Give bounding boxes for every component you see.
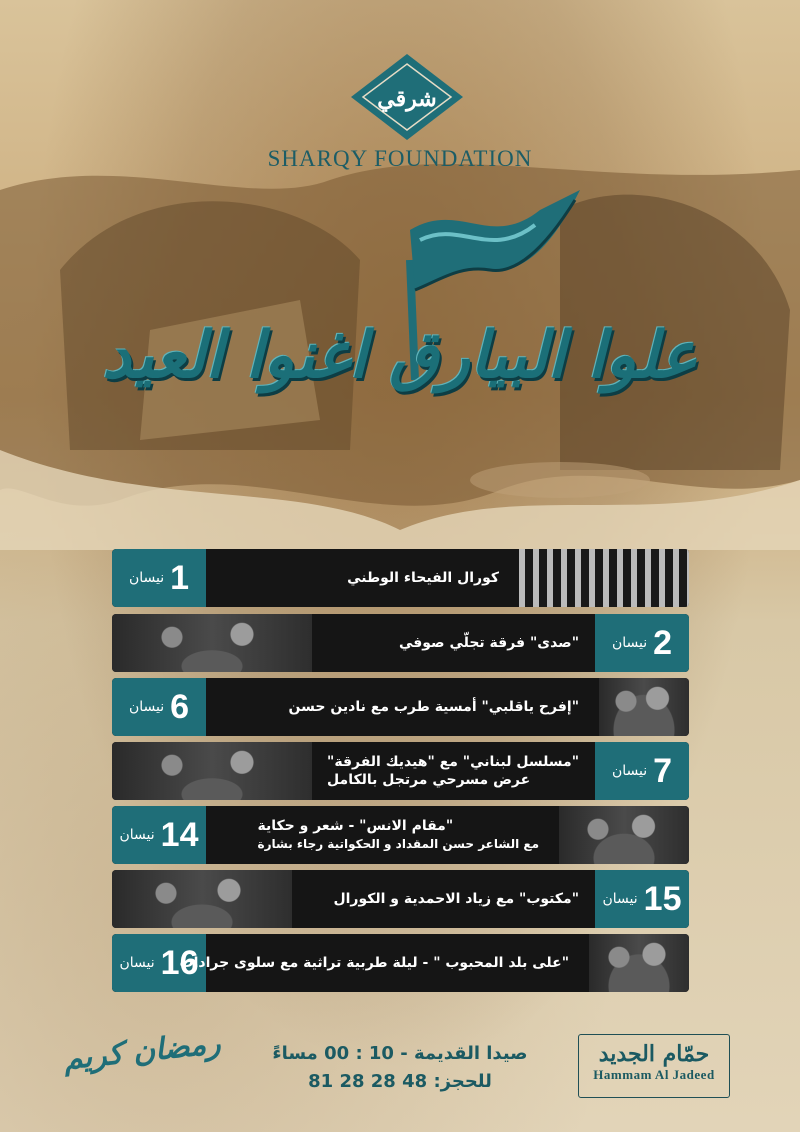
event-line1: "صدى" فرقة تجلّي صوفي: [398, 635, 579, 651]
event-photo: [559, 806, 689, 864]
event-line1: "مقام الانس" - شعر و حكاية: [257, 818, 454, 834]
event-photo: [112, 870, 292, 928]
event-row: [112, 614, 689, 672]
event-day: 15: [643, 879, 682, 918]
event-row: [112, 934, 689, 992]
event-day: 7: [653, 751, 673, 790]
event-photo: [519, 549, 689, 607]
event-line2: عرض مسرحي مرتجل بالكامل: [327, 772, 531, 788]
event-date: [595, 870, 689, 928]
event-photo: [589, 934, 689, 992]
event-line1: كورال الفيحاء الوطني: [347, 570, 499, 586]
event-date: [112, 806, 206, 864]
event-month: نيسان: [602, 891, 638, 907]
event-line1: "مسلسل لبناني" مع "هيديك الفرقة": [327, 754, 579, 770]
venue-name-arabic: حمّام الجديد: [598, 1041, 710, 1067]
event-title: [333, 870, 579, 928]
event-month: نيسان: [119, 955, 155, 971]
event-day: 16: [160, 943, 199, 982]
event-title: [289, 678, 579, 736]
venue-logo: [578, 1034, 730, 1098]
event-row: [112, 806, 689, 864]
event-title: [327, 742, 579, 800]
event-row: [112, 742, 689, 800]
event-title: [399, 614, 579, 672]
event-month: نيسان: [128, 699, 165, 715]
event-photo: [112, 614, 312, 672]
event-date: [112, 549, 206, 607]
event-title: [258, 806, 539, 864]
booking-phone: للحجز: 48 28 28 81: [308, 1071, 492, 1092]
event-date: [595, 742, 689, 800]
event-date: [112, 678, 206, 736]
location-time: صيدا القديمة - 10 : 00 مساءً: [272, 1043, 528, 1064]
poster-title: علوا البيارق اغنوا العيد: [102, 318, 698, 393]
event-line1: "إفرح ياقلبي" أمسية طرب مع نادين حسن: [288, 699, 579, 715]
event-photo: [112, 742, 312, 800]
venue-name-english: Hammam Al Jadeed: [593, 1067, 715, 1082]
event-row: [112, 678, 689, 736]
event-day: 1: [170, 558, 190, 597]
event-title: [180, 934, 569, 992]
event-month: نيسان: [611, 635, 648, 651]
foundation-name: SHARQY FOUNDATION: [267, 146, 533, 171]
event-row: [112, 549, 689, 607]
event-photo: [599, 678, 689, 736]
event-date: [595, 614, 689, 672]
ramadan-greeting: رمضان كريم: [61, 1025, 223, 1078]
sharqy-logo: [343, 52, 471, 142]
event-month: نيسان: [119, 827, 155, 843]
event-day: 14: [160, 815, 199, 854]
event-info: [250, 1040, 550, 1096]
event-month: نيسان: [611, 763, 648, 779]
event-day: 6: [170, 687, 190, 726]
event-line1: "على بلد المحبوب " - ليلة طربية تراثية مع سلوى جرادات: [179, 955, 569, 971]
logo-glyph: شرقي: [377, 86, 437, 112]
event-line2: مع الشاعر حسن المقداد و الحكواتية رجاء بشارة: [257, 837, 539, 851]
event-day: 2: [653, 623, 673, 662]
event-row: [112, 870, 689, 928]
event-line1: "مكتوب" مع زياد الاحمدية و الكورال: [333, 891, 579, 907]
event-month: نيسان: [128, 570, 165, 586]
event-title: [347, 549, 499, 607]
